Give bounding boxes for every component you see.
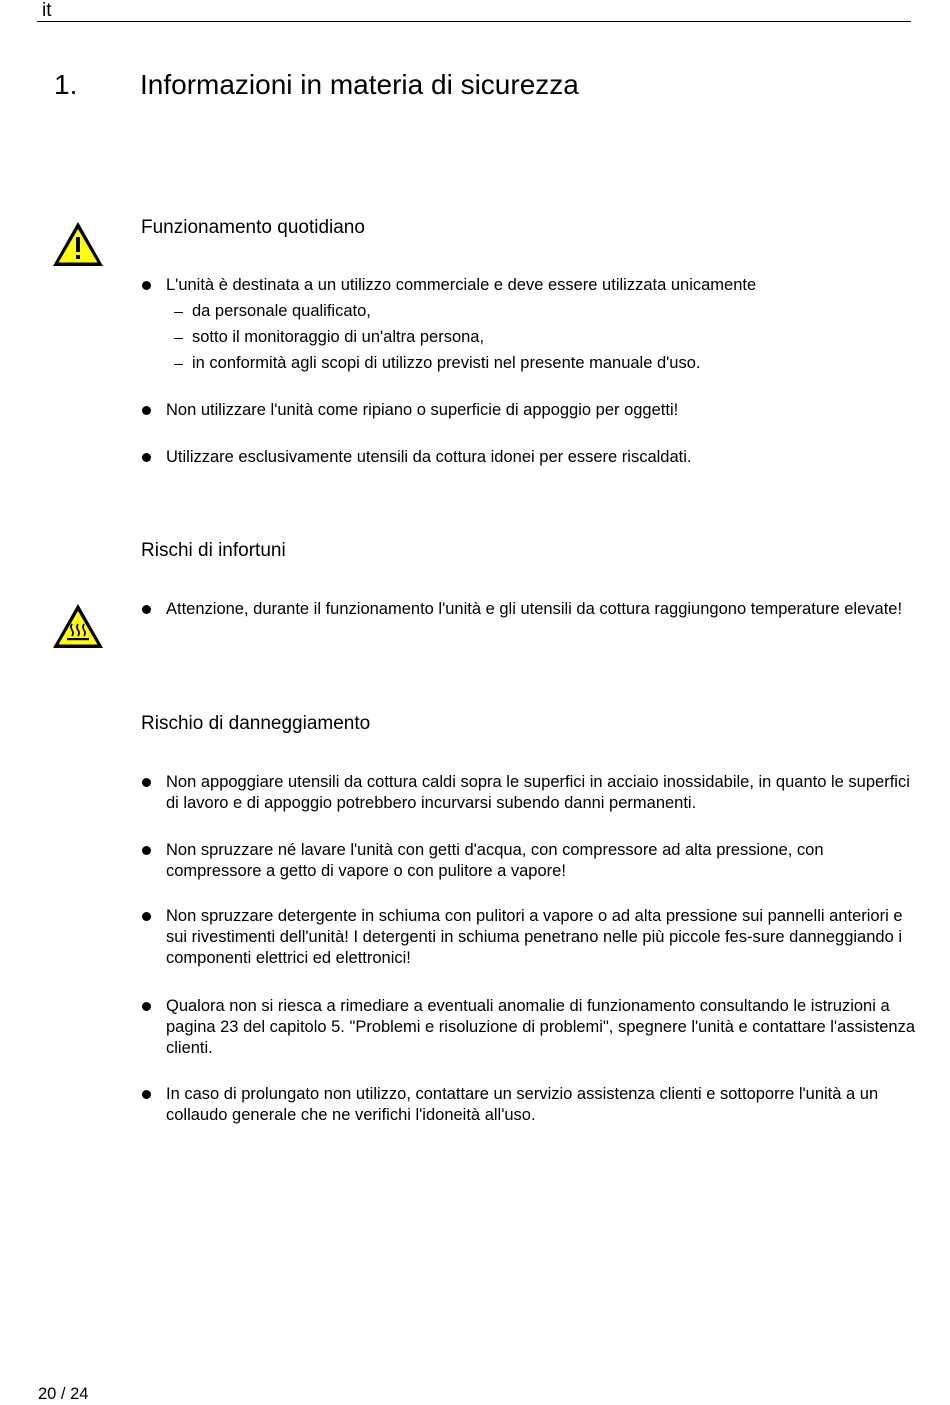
header-rule: [37, 21, 911, 22]
section-title-daily-operation: Funzionamento quotidiano: [141, 217, 365, 238]
damage-risk-list: [141, 772, 916, 1126]
chapter-number: 1.: [54, 69, 78, 100]
list-item: [141, 275, 916, 374]
sub-list: [166, 301, 916, 374]
sub-list-item: in conformità agli scopi di utilizzo previsti nel presente manuale d'uso.: [166, 353, 916, 374]
list-item: Qualora non si riesca a rimediare a eventuali anomalie di funzionamento consultando le istruzioni a pagina 23 del capitolo 5. "Problemi e risoluzione di problemi", spegnere l'unità e contattare l'assistenza clienti.: [141, 996, 916, 1059]
language-code: it: [42, 0, 52, 21]
general-warning-icon: [51, 220, 105, 268]
list-item: Non spruzzare detergente in schiuma con pulitori a vapore o ad alta pressione sui pannelli anteriori e sui rivestimenti dell'unità! I detergenti in schiuma penetrano nelle più piccole fes-sure danneggiando i componenti elettrici ed elettronici!: [141, 906, 916, 969]
list-item: Utilizzare esclusivamente utensili da cottura idonei per essere riscaldati.: [141, 447, 916, 468]
sub-list-item: da personale qualificato,: [166, 301, 916, 322]
page-number: 20 / 24: [38, 1385, 89, 1403]
injury-risks-list: [141, 599, 916, 620]
section-title-damage-risk: Rischio di danneggiamento: [141, 713, 371, 734]
list-item: In caso di prolungato non utilizzo, contattare un servizio assistenza clienti e sottoporre l'unità a un collaudo generale che ne verifichi l'idoneità all'uso.: [141, 1084, 916, 1126]
chapter-heading: [54, 68, 579, 102]
list-item-text: L'unità è destinata a un utilizzo commerciale e deve essere utilizzata unicamente: [166, 276, 757, 294]
daily-operation-list: [141, 275, 916, 468]
hot-surface-warning-icon: [51, 602, 105, 650]
list-item: Non spruzzare né lavare l'unità con getti d'acqua, con compressore ad alta pressione, con compressore a getto di vapore o con pulitore a vapore!: [141, 840, 916, 882]
list-item: Non utilizzare l'unità come ripiano o superficie di appoggio per oggetti!: [141, 400, 916, 421]
list-item: Attenzione, durante il funzionamento l'unità e gli utensili da cottura raggiungono temperature elevate!: [141, 599, 916, 620]
chapter-title: Informazioni in materia di sicurezza: [140, 69, 579, 100]
section-title-injury-risks: Rischi di infortuni: [141, 540, 286, 561]
sub-list-item: sotto il monitoraggio di un'altra persona,: [166, 327, 916, 348]
list-item: Non appoggiare utensili da cottura caldi sopra le superfici in acciaio inossidabile, in quanto le superfici di lavoro e di appoggio potrebbero incurvarsi subendo danni permanenti.: [141, 772, 916, 814]
